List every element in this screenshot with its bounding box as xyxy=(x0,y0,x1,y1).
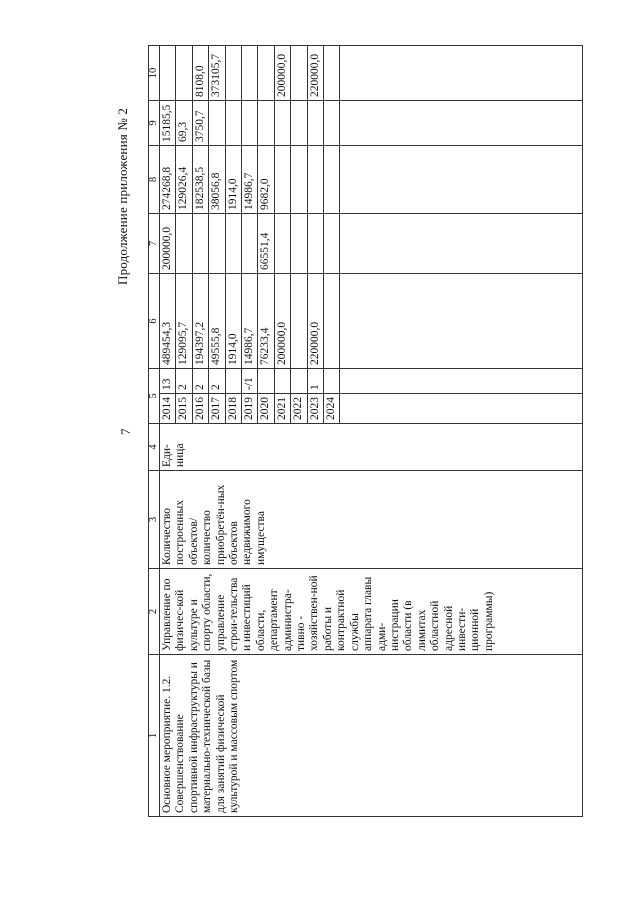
col-num-4: 4 xyxy=(149,424,160,471)
value-cell-c9 xyxy=(242,101,258,146)
value-cell-c6: 76233,4 xyxy=(258,274,274,369)
value-cell-c10 xyxy=(291,46,307,101)
value-cell-c6: 129095,7 xyxy=(176,274,192,369)
executor-cell: Управление по физичес-кой культуре и спорту области, управление строи-тельства и инвестиций области, департамент администра-тивно - хозяйствен-ной работы и контрактной службы аппарата главы адми-нистрации области (в лимитах областной адресной инвести-ционной программы) xyxy=(160,569,583,655)
value-cell-c8: 9682,0 xyxy=(258,146,274,214)
year-cell: 2016 xyxy=(192,394,208,424)
table-row xyxy=(160,46,176,817)
col-num-6: 6 xyxy=(149,274,160,369)
value-cell-c9: 3750,7 xyxy=(192,101,208,146)
value-cell-c7 xyxy=(176,214,192,274)
year-cell: 2015 xyxy=(176,394,192,424)
year-cell: 2017 xyxy=(209,394,225,424)
value-cell-c7: 200000,0 xyxy=(160,214,176,274)
col-num-8: 8 xyxy=(149,146,160,214)
empty-cell xyxy=(340,214,583,274)
empty-cell xyxy=(340,394,583,424)
value-cell-c7 xyxy=(242,214,258,274)
col-num-1: 1 xyxy=(149,655,160,817)
value-cell-c10: 220000,0 xyxy=(307,46,323,101)
value-cell-c5: 13 xyxy=(160,369,176,394)
value-cell-c9 xyxy=(324,101,340,146)
value-cell-c10 xyxy=(242,46,258,101)
col-num-2: 2 xyxy=(149,569,160,655)
value-cell-c7 xyxy=(209,214,225,274)
value-cell-c8: 129026,4 xyxy=(176,146,192,214)
value-cell-c6: 489454,3 xyxy=(160,274,176,369)
value-cell-c6: 1914,0 xyxy=(225,274,241,369)
value-cell-c5: 1 xyxy=(307,369,323,394)
value-cell-c7 xyxy=(307,214,323,274)
value-cell-c5: 2 xyxy=(192,369,208,394)
value-cell-c9 xyxy=(307,101,323,146)
value-cell-c10: 373105,7 xyxy=(209,46,225,101)
value-cell-c7 xyxy=(324,214,340,274)
column-number-row xyxy=(149,46,160,817)
value-cell-c6: 194397,2 xyxy=(192,274,208,369)
value-cell-c9 xyxy=(274,101,290,146)
year-cell: 2022 xyxy=(291,394,307,424)
value-cell-c9 xyxy=(225,101,241,146)
value-cell-c9: 69,3 xyxy=(176,101,192,146)
value-cell-c8: 182538,5 xyxy=(192,146,208,214)
value-cell-c9: 15185,5 xyxy=(160,101,176,146)
value-cell-c8: 1914,0 xyxy=(225,146,241,214)
value-cell-c8 xyxy=(307,146,323,214)
year-cell: 2023 xyxy=(307,394,323,424)
activity-table xyxy=(148,45,583,817)
value-cell-c7 xyxy=(274,214,290,274)
value-cell-c6: 49555,8 xyxy=(209,274,225,369)
col-num-9: 9 xyxy=(149,101,160,146)
value-cell-c8: 38056,8 xyxy=(209,146,225,214)
value-cell-c9 xyxy=(291,101,307,146)
value-cell-c10: 8108,0 xyxy=(192,46,208,101)
col-num-10: 10 xyxy=(149,46,160,101)
activity-name-cell: Основное мероприятие. 1.2. Совершенствование спортивной инфраструктуры и материально-технической базы для занятий физической культурой и массовым спортом xyxy=(160,655,583,817)
value-cell-c10: 200000,0 xyxy=(274,46,290,101)
value-cell-c8 xyxy=(274,146,290,214)
value-cell-c10 xyxy=(225,46,241,101)
value-cell-c8 xyxy=(324,146,340,214)
value-cell-c5: -/1 xyxy=(242,369,258,394)
col-num-3: 3 xyxy=(149,471,160,569)
year-cell: 2021 xyxy=(274,394,290,424)
value-cell-c6 xyxy=(324,274,340,369)
col-num-5: 5 xyxy=(149,369,160,424)
year-cell: 2019 xyxy=(242,394,258,424)
appendix-label: Продолжение приложения № 2 xyxy=(115,107,130,285)
year-cell: 2024 xyxy=(324,394,340,424)
value-cell-c5 xyxy=(274,369,290,394)
col-num-7: 7 xyxy=(149,214,160,274)
value-cell-c8: 14986,7 xyxy=(242,146,258,214)
value-cell-c5: 2 xyxy=(209,369,225,394)
value-cell-c5 xyxy=(291,369,307,394)
value-cell-c7 xyxy=(225,214,241,274)
value-cell-c10 xyxy=(176,46,192,101)
value-cell-c6: 14986,7 xyxy=(242,274,258,369)
value-cell-c6 xyxy=(291,274,307,369)
empty-cell xyxy=(340,101,583,146)
value-cell-c7 xyxy=(291,214,307,274)
value-cell-c7 xyxy=(192,214,208,274)
unit-cell: Еди-ница xyxy=(160,424,583,471)
value-cell-c8 xyxy=(291,146,307,214)
empty-cell xyxy=(340,369,583,394)
value-cell-c9 xyxy=(209,101,225,146)
empty-cell xyxy=(340,274,583,369)
year-cell: 2018 xyxy=(225,394,241,424)
year-cell: 2020 xyxy=(258,394,274,424)
value-cell-c8: 274268,8 xyxy=(160,146,176,214)
year-cell: 2014 xyxy=(160,394,176,424)
value-cell-c5 xyxy=(258,369,274,394)
value-cell-c10 xyxy=(324,46,340,101)
value-cell-c10 xyxy=(160,46,176,101)
value-cell-c10 xyxy=(258,46,274,101)
empty-cell xyxy=(340,46,583,101)
value-cell-c5 xyxy=(225,369,241,394)
value-cell-c5 xyxy=(324,369,340,394)
value-cell-c7: 66551,4 xyxy=(258,214,274,274)
value-cell-c5: 2 xyxy=(176,369,192,394)
page-number: 7 xyxy=(118,428,133,435)
indicator-cell: Количество построенных объектов/ количество приобретён-ных объектов недвижимого имущества xyxy=(160,471,583,569)
value-cell-c6: 220000,0 xyxy=(307,274,323,369)
value-cell-c6: 200000,0 xyxy=(274,274,290,369)
empty-cell xyxy=(340,146,583,214)
value-cell-c9 xyxy=(258,101,274,146)
